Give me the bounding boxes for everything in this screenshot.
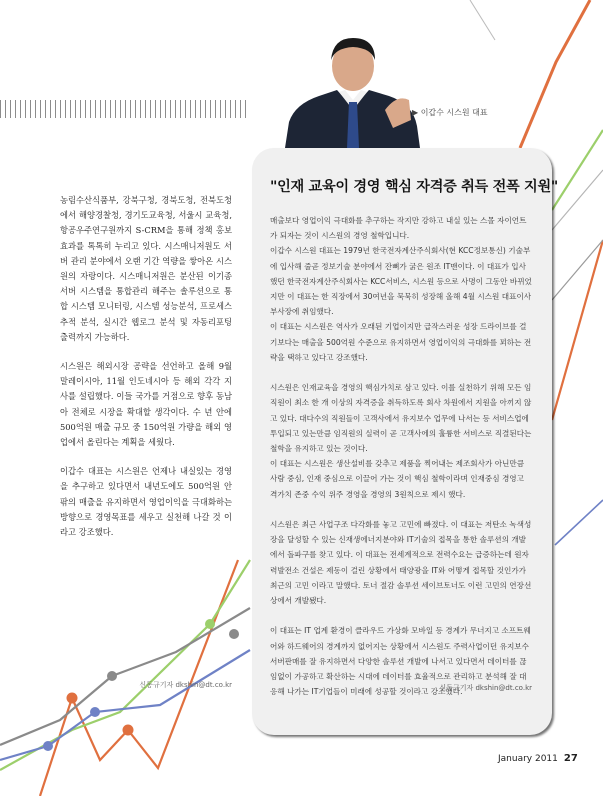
portrait-photo bbox=[285, 30, 420, 148]
orange-line-right bbox=[520, 0, 590, 148]
decorative-stripe-bar bbox=[0, 100, 250, 118]
green-line bbox=[0, 560, 250, 770]
panel-paragraph: 이 대표는 IT 업계 환경이 클라우드 가상화 모바일 등 경계가 무너지고 소프트웨어와 하드웨어의 경계까지 없어지는 상황에서 시스원도 주력사업이던 유지보수 서버판매를 잘 유지하면서 다양한 솔루션 개발에 나서고 있다면서 데이터를 끊임없이 가공하고 확산하는 시대에 데이터를 효율적으로 관리하고 분석해 잘 대응해 나가는 IT기업들이 미래에 성공할 것이라고 강조했다. bbox=[270, 626, 531, 697]
blue-line-right bbox=[555, 500, 603, 545]
left-paragraph: 이갑수 대표는 시스원은 언제나 내실있는 경영을 추구하고 있다면서 내년도에도 500억원 안팎의 매출을 유지하면서 영업이익을 극대화하는 방향으로 경영목표를 세우고 실천해 나갈 것 이라고 강조했다. bbox=[60, 466, 232, 538]
blue-line bbox=[0, 650, 250, 760]
page-footer bbox=[498, 753, 578, 764]
issue-date: January 2011 bbox=[498, 754, 558, 764]
panel-headline: "인재 교육이 경영 핵심 자격증 취득 전폭 지원" bbox=[270, 179, 558, 195]
left-paragraph: 농림수산식품부, 강북구청, 경북도청, 전북도청에서 해양경찰청, 경기도교육청, 서울시 교육청, 항공우주연구원까지 S-CRM을 통해 정책 홍보 효과를 톡톡히 누리고 있다. 시스매니저원도 서버 관리 분야에서 오랜 기간 역량을 쌓아온 시스원의 자랑이다. 시스매니저원은 분산된 이기종 서버 시스템을 통합관리 해주는 솔루션으로 통합 시스템 모니터링, 시스템 성능분석, 프로세스 추적 분석, 실시간 웹로그 분석 및 자동리포팅 출력까지 가능하다. bbox=[60, 195, 232, 342]
panel-byline: 신동규기자 dkshin@dt.co.kr bbox=[439, 684, 532, 692]
gray-line-top bbox=[470, 0, 495, 40]
left-paragraph: 시스원은 해외시장 공략을 선언하고 올해 9월 말레이시아, 11월 인도네시아 등 해외 각각 지사를 설립했다. 이들 국가를 거점으로 향후 동남아 전체로 시장을 확대할 생각이다. 수 년 안에 500억원 매출 규모 중 150억원 가량을 해외 영업에서 올린다는 계획을 세웠다. bbox=[60, 361, 232, 448]
graph-dot bbox=[43, 741, 53, 751]
left-byline: 신동규기자 dkshin@dt.co.kr bbox=[139, 681, 232, 689]
panel-body bbox=[270, 213, 532, 715]
panel-paragraph: 시스원은 최근 사업구조 다각화를 놓고 고민에 빠졌다. 이 대표는 저탄소 녹색성장을 달성할 수 있는 신재생에너지분야와 IT기술의 접목을 통한 솔루션의 개발에서 돌파구를 찾고 있다. 이 대표는 전세계적으로 전력수요는 급증하는데 원자력발전소 건설은 제동이 걸린 상황에서 태양광을 IT와 어떻게 접목할 것인가가 최근의 고민 이라고 말했다. 토너 절감 솔루션 세이브토너도 이런 고민의 연장선상에서 개발됐다. bbox=[270, 520, 532, 606]
orange-line bbox=[40, 560, 238, 796]
graph-dot bbox=[90, 707, 100, 717]
green-line-right bbox=[552, 130, 603, 210]
orange-line-right2 bbox=[552, 240, 603, 420]
panel-paragraph: 시스원은 인재교육을 경영의 핵심가치로 삼고 있다. 이를 실천하기 위해 모든 임직원이 최소 한 개 이상의 자격증을 취득하도록 회사 차원에서 지원을 아끼지 않고 있다. 대다수의 직원들이 고객사에서 유지보수 업무에 나서는 등 서비스업에 투입되고 있는만큼 임직원의 실력이 곧 고객사에의 훌륭한 서비스로 직결된다는 철학을 유지하고 있는 것이다. 이 대표는 시스원은 생산설비를 갖추고 제품을 찍어내는 제조회사가 아닌만큼 사람 중심, 인재 중심으로 이끌어 가는 것이 핵심 철학이라며 인재중심 경영고 격가치 존중 수익 위주 경영을 경영의 3원칙으로 제시 했다. bbox=[270, 383, 532, 499]
page-number: 27 bbox=[563, 753, 578, 764]
panel-paragraph: 매출보다 영업이익 극대화를 추구하는 작지만 강하고 내실 있는 스몰 자이언트가 되자는 것이 시스원의 경영 철학입니다. 이갑수 시스원 대표는 1979년 한국전자계산주식회사(현 KCC정보통신) 기술부에 입사해 줄곧 정보기술 분야에서 잔뼈가 굵은 원조 IT맨이다. 이 대표가 입사했던 한국전자계산주식회사는 KCC서비스, 시스원 등으로 사명이 그동안 바뀌었지만 이 대표는 한 직장에서 30여년을 묵묵히 성장해 올해 4월 시스원 대표이사 부사장에 취임했다. 이 대표는 시스원은 역사가 오래된 기업이지만 급작스러운 성장 드라이브를 걸기보다는 매출을 500억원 수준으로 유지하면서 영업이익의 극대화를 꾀하는 전략을 택하고 있다고 강조했다. bbox=[270, 216, 532, 362]
graph-dot bbox=[123, 725, 134, 736]
graph-dot bbox=[67, 693, 78, 704]
left-article-column bbox=[60, 193, 232, 554]
graph-dot bbox=[205, 619, 215, 629]
graph-dot bbox=[229, 629, 239, 639]
photo-caption: ▶ 이갑수 시스원 대표 bbox=[412, 108, 488, 117]
